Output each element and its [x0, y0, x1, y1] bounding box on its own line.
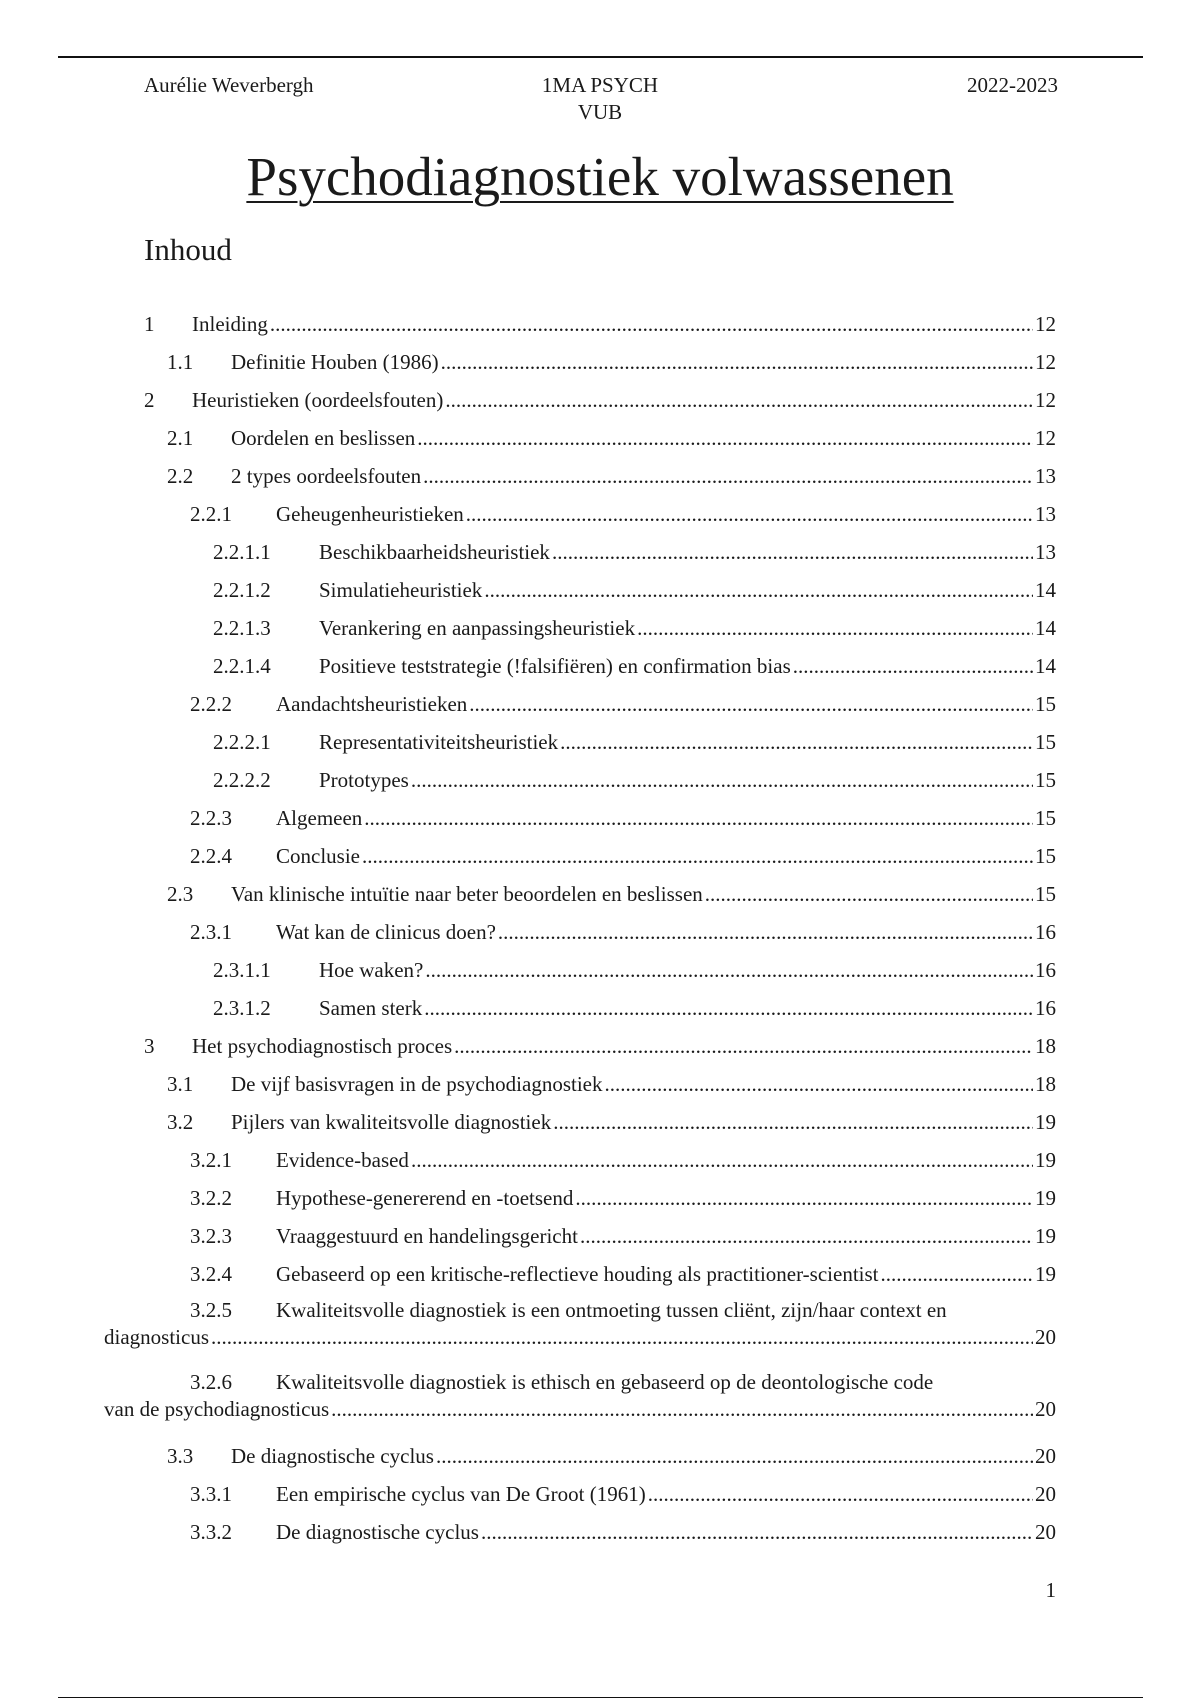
- toc-entry-page: 14: [1035, 654, 1056, 678]
- toc-entry-number: 3.1: [167, 1072, 194, 1096]
- toc-entry-title: De diagnostische cyclus: [231, 1444, 434, 1468]
- toc-entry[interactable]: [144, 799, 1056, 837]
- toc-leader-dots: [454, 1027, 1033, 1065]
- header-year: 2022-2023: [967, 73, 1058, 97]
- toc-entry-title-continuation: diagnosticus: [104, 1325, 209, 1349]
- toc-entry-page: 19: [1035, 1148, 1056, 1172]
- toc-entry-number: 2.2.1: [190, 502, 232, 526]
- toc-entry-page: 12: [1035, 312, 1056, 336]
- toc-entry[interactable]: [144, 1179, 1056, 1217]
- toc-leader-dots: [484, 571, 1033, 609]
- header-course-line1: 1MA PSYCH: [541, 73, 659, 97]
- toc-entry-page: 19: [1035, 1224, 1056, 1248]
- toc-entry-number: 3.3.2: [190, 1520, 232, 1544]
- toc-entry[interactable]: [144, 343, 1056, 381]
- toc-entry-number: 2.2.3: [190, 806, 232, 830]
- toc-entry-number: 3.3: [167, 1444, 194, 1468]
- bottom-rule: [58, 1697, 1143, 1698]
- toc-entry-title: Vraaggestuurd en handelingsgericht: [276, 1224, 578, 1248]
- toc-entry[interactable]: [144, 1027, 1056, 1065]
- toc-entry-number: 2.3.1: [190, 920, 232, 944]
- toc-entry-number: 3.2.1: [190, 1148, 232, 1172]
- toc-entry-title: Pijlers van kwaliteitsvolle diagnostiek: [231, 1110, 552, 1134]
- toc-entry[interactable]: [144, 495, 1056, 533]
- toc-entry-number: 3.2.6: [190, 1370, 232, 1394]
- toc-entry-title: 2 types oordeelsfouten: [231, 464, 422, 488]
- toc-entry-number: 2.3.1.1: [213, 958, 271, 982]
- toc-entry-page: 20: [1035, 1520, 1056, 1544]
- toc-entry-page: 12: [1035, 388, 1056, 412]
- toc-entry-page: 15: [1035, 692, 1056, 716]
- toc-leader-dots: [605, 1065, 1034, 1103]
- toc-entry-title: Aandachtsheuristieken: [276, 692, 468, 716]
- toc-entry-title: Een empirische cyclus van De Groot (1961): [276, 1482, 646, 1506]
- toc-entry-number: 2: [144, 388, 155, 412]
- toc-entry-page: 13: [1035, 464, 1056, 488]
- toc-entry[interactable]: [144, 875, 1056, 913]
- toc-entry[interactable]: [144, 761, 1056, 799]
- toc-entry[interactable]: [144, 381, 1056, 419]
- document-title: [0, 145, 1200, 209]
- toc-entry[interactable]: [144, 533, 1056, 571]
- toc-entry-title: Samen sterk: [319, 996, 423, 1020]
- toc-entry-page: 12: [1035, 350, 1056, 374]
- toc-entry-number: 2.1: [167, 426, 194, 450]
- toc-heading: Inhoud: [144, 232, 232, 267]
- toc-entry[interactable]: [144, 1103, 1056, 1141]
- toc-entry-page: 15: [1035, 882, 1056, 906]
- toc-entry-title: Inleiding: [192, 312, 268, 336]
- toc-leader-dots: [793, 647, 1033, 685]
- toc-entry-page: 20: [1035, 1444, 1056, 1468]
- toc-leader-dots: [270, 305, 1033, 343]
- table-of-contents: [104, 305, 1056, 1551]
- toc-entry[interactable]: [104, 1293, 1056, 1365]
- toc-leader-dots: [417, 419, 1033, 457]
- toc-leader-dots: [881, 1255, 1034, 1293]
- toc-entry-number: 2.2.2: [190, 692, 232, 716]
- toc-entry-number: 2.3: [167, 882, 194, 906]
- toc-leader-dots: [580, 1217, 1033, 1255]
- toc-entry-page: 15: [1035, 844, 1056, 868]
- toc-leader-dots: [552, 533, 1033, 571]
- toc-leader-dots: [705, 875, 1033, 913]
- toc-entry-title: Kwaliteitsvolle diagnostiek is ethisch en gebaseerd op de deontologische code: [276, 1370, 934, 1394]
- toc-entry-title: Evidence-based: [276, 1148, 409, 1172]
- toc-entry-title: De diagnostische cyclus: [276, 1520, 479, 1544]
- toc-entry-page: 16: [1035, 996, 1056, 1020]
- toc-entry-page: 14: [1035, 578, 1056, 602]
- toc-entry-number: 3.2.3: [190, 1224, 232, 1248]
- toc-entry[interactable]: [144, 723, 1056, 761]
- toc-entry-number: 2.2.1.4: [213, 654, 271, 678]
- toc-entry-page: 20: [1035, 1397, 1056, 1421]
- toc-entry-number: 1: [144, 312, 155, 336]
- toc-entry[interactable]: [144, 989, 1056, 1027]
- toc-entry-page: 13: [1035, 540, 1056, 564]
- toc-leader-dots: [362, 837, 1033, 875]
- toc-entry-page: 16: [1035, 920, 1056, 944]
- toc-entry[interactable]: [144, 609, 1056, 647]
- toc-entry-number: 2.2.2.1: [213, 730, 271, 754]
- toc-leader-dots: [211, 1324, 1033, 1351]
- toc-entry-title: Beschikbaarheidsheuristiek: [319, 540, 550, 564]
- toc-entry[interactable]: [144, 457, 1056, 495]
- toc-entry-title: Wat kan de clinicus doen?: [276, 920, 496, 944]
- toc-entry-title: Hypothese-genererend en -toetsend: [276, 1186, 574, 1210]
- toc-entry[interactable]: [104, 1365, 1056, 1437]
- toc-entry-title: Het psychodiagnostisch proces: [192, 1034, 453, 1058]
- toc-entry-title: Prototypes: [319, 768, 409, 792]
- toc-entry-page: 15: [1035, 730, 1056, 754]
- toc-entry-number: 3.2: [167, 1110, 194, 1134]
- toc-entry-title: De vijf basisvragen in de psychodiagnostiek: [231, 1072, 603, 1096]
- toc-entry-number: 3.2.2: [190, 1186, 232, 1210]
- toc-leader-dots: [560, 723, 1033, 761]
- toc-entry-title: Verankering en aanpassingsheuristiek: [319, 616, 636, 640]
- toc-entry-page: 12: [1035, 426, 1056, 450]
- toc-entry-title-continuation: van de psychodiagnosticus: [104, 1397, 330, 1421]
- toc-leader-dots: [364, 799, 1033, 837]
- toc-entry-page: 14: [1035, 616, 1056, 640]
- header-course: [450, 72, 750, 126]
- toc-entry[interactable]: [144, 1437, 1056, 1475]
- toc-entry-title: Representativiteitsheuristiek: [319, 730, 559, 754]
- toc-leader-dots: [423, 457, 1033, 495]
- toc-leader-dots: [331, 1396, 1033, 1423]
- toc-leader-dots: [425, 951, 1033, 989]
- toc-leader-dots: [553, 1103, 1033, 1141]
- toc-leader-dots: [466, 495, 1033, 533]
- toc-entry-page: 18: [1035, 1034, 1056, 1058]
- toc-entry[interactable]: [144, 571, 1056, 609]
- toc-entry-title: Hoe waken?: [319, 958, 424, 982]
- toc-entry-number: 2.2.1.2: [213, 578, 271, 602]
- toc-leader-dots: [648, 1475, 1033, 1513]
- toc-entry-number: 2.2: [167, 464, 194, 488]
- toc-entry-page: 20: [1035, 1482, 1056, 1506]
- toc-leader-dots: [411, 1141, 1033, 1179]
- toc-entry-title: Kwaliteitsvolle diagnostiek is een ontmoeting tussen cliënt, zijn/haar context en: [276, 1298, 947, 1322]
- toc-entry-title: Heuristieken (oordeelsfouten): [192, 388, 444, 412]
- toc-entry-title: Conclusie: [276, 844, 360, 868]
- toc-entry-title: Definitie Houben (1986): [231, 350, 439, 374]
- toc-entry[interactable]: [144, 1475, 1056, 1513]
- toc-entry[interactable]: [144, 305, 1056, 343]
- page-number: 1: [1045, 1578, 1056, 1602]
- toc-entry[interactable]: [144, 837, 1056, 875]
- top-rule: [58, 56, 1143, 58]
- toc-entry-page: 20: [1035, 1325, 1056, 1349]
- toc-entry[interactable]: [144, 913, 1056, 951]
- toc-entry[interactable]: [144, 647, 1056, 685]
- toc-entry-title: Geheugenheuristieken: [276, 502, 464, 526]
- toc-leader-dots: [445, 381, 1033, 419]
- toc-entry-page: 15: [1035, 806, 1056, 830]
- toc-entry-number: 3: [144, 1034, 155, 1058]
- toc-entry-number: 3.2.5: [190, 1298, 232, 1322]
- toc-entry[interactable]: [144, 951, 1056, 989]
- toc-entry-page: 15: [1035, 768, 1056, 792]
- toc-entry-title: Gebaseerd op een kritische-reflectieve houding als practitioner-scientist: [276, 1262, 879, 1286]
- toc-entry-number: 2.2.1.1: [213, 540, 271, 564]
- header-course-line2: VUB: [577, 100, 623, 124]
- toc-leader-dots: [411, 761, 1033, 799]
- toc-entry[interactable]: [144, 419, 1056, 457]
- toc-entry-number: 1.1: [167, 350, 194, 374]
- toc-entry-number: 2.3.1.2: [213, 996, 271, 1020]
- toc-entry-number: 2.2.4: [190, 844, 232, 868]
- toc-entry-title: Positieve teststrategie (!falsifiëren) en confirmation bias: [319, 654, 791, 678]
- toc-entry[interactable]: [144, 1513, 1056, 1551]
- toc-entry-page: 13: [1035, 502, 1056, 526]
- toc-entry-title: Simulatieheuristiek: [319, 578, 483, 602]
- toc-entry[interactable]: [144, 1141, 1056, 1179]
- toc-entry-page: 19: [1035, 1110, 1056, 1134]
- toc-entry-number: 3.3.1: [190, 1482, 232, 1506]
- toc-entry-title: Oordelen en beslissen: [231, 426, 416, 450]
- toc-entry-title: Algemeen: [276, 806, 363, 830]
- toc-leader-dots: [637, 609, 1033, 647]
- toc-leader-dots: [498, 913, 1033, 951]
- toc-entry-number: 2.2.2.2: [213, 768, 271, 792]
- toc-entry-page: 19: [1035, 1262, 1056, 1286]
- toc-entry-title: Van klinische intuïtie naar beter beoordelen en beslissen: [231, 882, 703, 906]
- toc-leader-dots: [424, 989, 1033, 1027]
- toc-leader-dots: [441, 343, 1033, 381]
- toc-leader-dots: [469, 685, 1033, 723]
- toc-entry[interactable]: [144, 1255, 1056, 1293]
- toc-entry[interactable]: [144, 1065, 1056, 1103]
- toc-entry[interactable]: [144, 1217, 1056, 1255]
- toc-leader-dots: [436, 1437, 1033, 1475]
- toc-entry-page: 19: [1035, 1186, 1056, 1210]
- toc-entry-page: 16: [1035, 958, 1056, 982]
- toc-leader-dots: [575, 1179, 1033, 1217]
- header-author: Aurélie Weverbergh: [144, 73, 314, 97]
- toc-leader-dots: [481, 1513, 1033, 1551]
- document-title-text: Psychodiagnostiek volwassenen: [246, 146, 954, 207]
- toc-entry-number: 2.2.1.3: [213, 616, 271, 640]
- toc-entry[interactable]: [144, 685, 1056, 723]
- toc-entry-number: 3.2.4: [190, 1262, 232, 1286]
- toc-entry-page: 18: [1035, 1072, 1056, 1096]
